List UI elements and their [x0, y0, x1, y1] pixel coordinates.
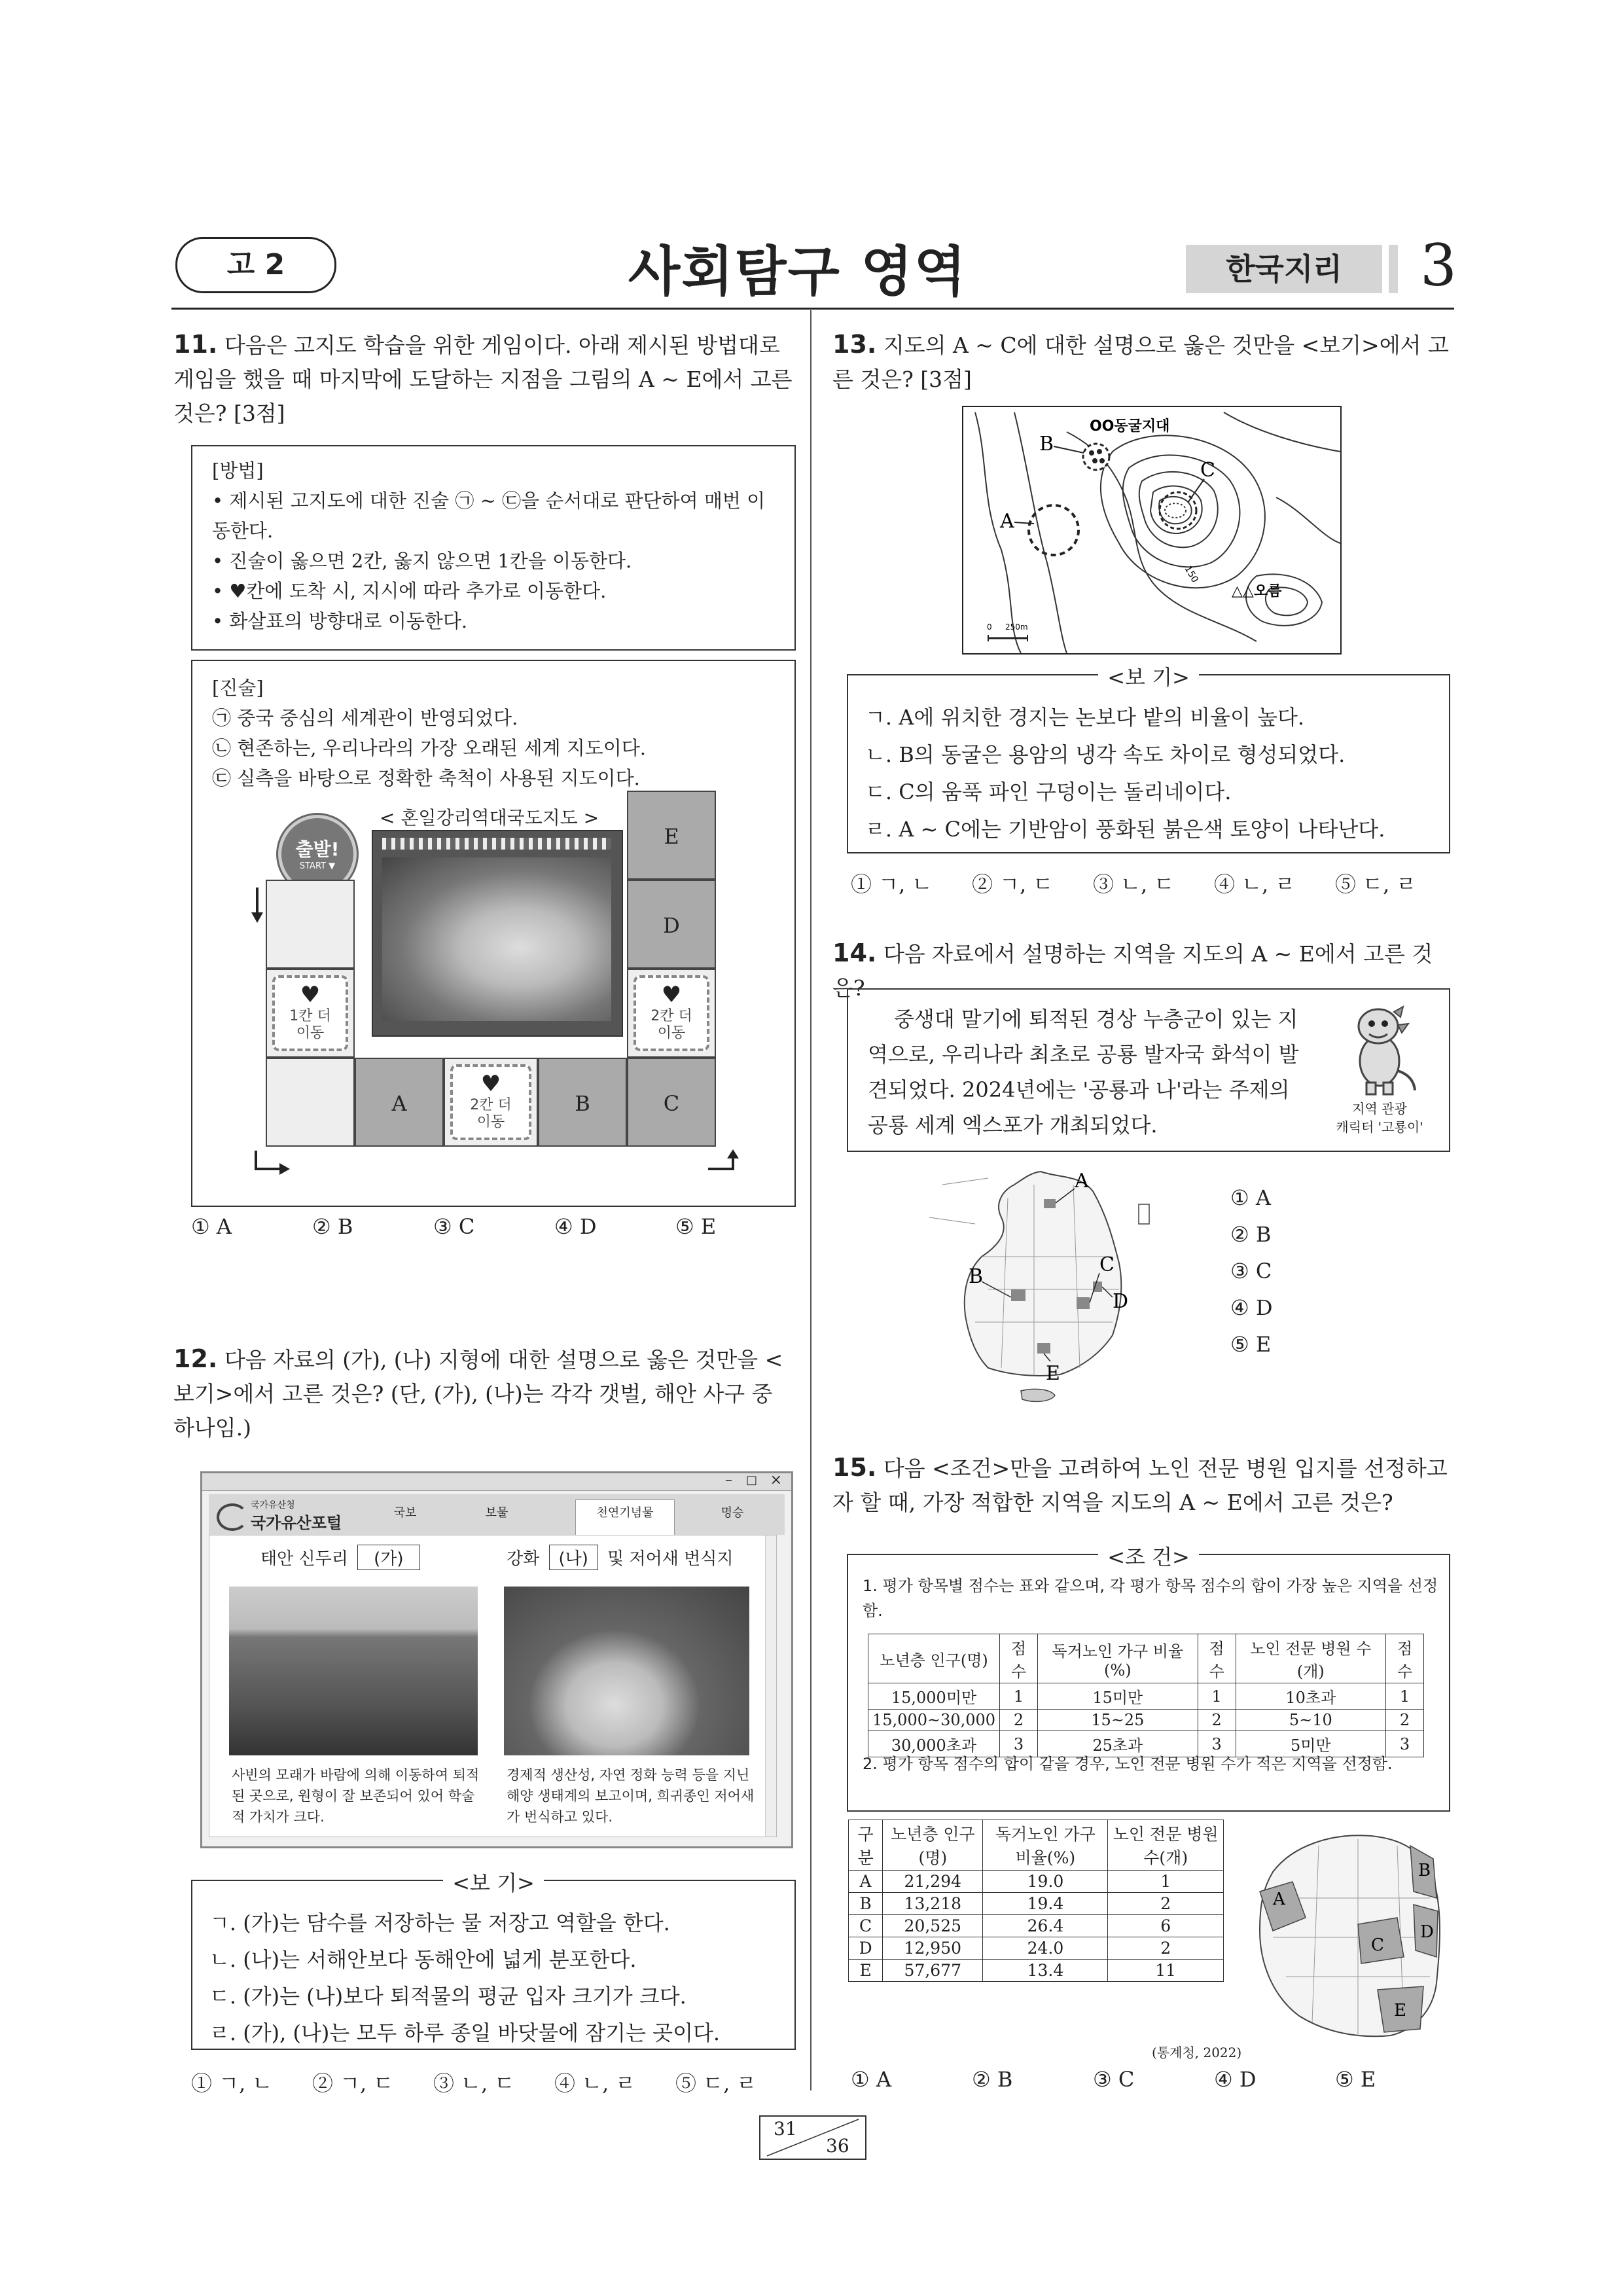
score-header-6: 점수	[1386, 1634, 1424, 1683]
score-cell: 25초과	[1037, 1731, 1198, 1757]
contour-label: 150	[1182, 564, 1200, 585]
q13-text: 지도의 A ~ C에 대한 설명으로 옳은 것만을 <보기>에서 고른 것은? [3점]	[832, 332, 1449, 392]
header-rule	[171, 308, 1454, 310]
q13-choice-5[interactable]: ⑤ ㄷ, ㄹ	[1335, 872, 1417, 897]
right-photo-desc: 경제적 생산성, 자연 정화 능력 등을 지닌 해양 생태계의 보고이며, 희귀종인 저어새가 번식하고 있다.	[507, 1767, 755, 1825]
q12-bogi-title: <보 기>	[443, 1871, 544, 1895]
score-cell: 3	[1386, 1731, 1424, 1757]
q13-bogi-2: ㄴ. B의 동굴은 용암의 냉각 속도 차이로 형성되었다.	[865, 742, 1346, 767]
q11-method-3: • ♥칸에 도착 시, 지시에 따라 추가로 이동한다.	[212, 580, 607, 602]
q11-method-4: • 화살표의 방향대로 이동한다.	[212, 610, 468, 632]
heart-cell-left	[272, 975, 348, 1051]
page-total: 36	[826, 2135, 849, 2157]
heart-cell-right	[633, 975, 709, 1051]
data-cell: 11	[1108, 1960, 1224, 1982]
data-cell: 26.4	[983, 1915, 1108, 1937]
q14-number: 14.	[832, 939, 877, 967]
data-header-2: 노년층 인구(명)	[883, 1820, 983, 1871]
turn-right-arrow-icon	[252, 1149, 291, 1175]
q15-choice-3[interactable]: ③ C	[1093, 2067, 1135, 2092]
q14-choice-2[interactable]: ② B	[1230, 1222, 1272, 1247]
tab-scenic-site[interactable]: 명승	[721, 1506, 744, 1520]
q13-choices	[851, 868, 1446, 898]
data-cell: 2	[1108, 1893, 1224, 1915]
score-cell: 2	[1386, 1710, 1424, 1731]
subject-bar	[1389, 245, 1398, 293]
q13-topo-map	[962, 406, 1342, 655]
portal-logo-icon	[217, 1503, 248, 1531]
sand-dune-photo	[229, 1587, 478, 1755]
heart-left-text: 1칸 더 이동	[289, 1008, 331, 1041]
q12-choice-3[interactable]: ③ ㄴ, ㄷ	[433, 2071, 515, 2096]
q11-text: 다음은 고지도 학습을 위한 게임이다. 아래 제시된 방법대로 게임을 했을 때 마지막에 도달하는 지점을 그림의 A ~ E에서 고른 것은? [3점]	[173, 332, 793, 426]
q14-box-text: 중생대 말기에 퇴적된 경상 누층군이 있는 지역으로, 우리나라 최초로 공룡 발자국 화석이 발견되었다. 2024년에는 '공룡과 나'라는 주제의 공룡 세계 엑스포가 개최되었다.	[868, 1007, 1299, 1138]
cave-zone-label: OO동굴지대	[1090, 418, 1170, 435]
portal-content	[209, 1535, 777, 1837]
data-cell: C	[849, 1915, 883, 1937]
q15-choice-4[interactable]: ④ D	[1214, 2067, 1257, 2092]
data-cell: 24.0	[983, 1937, 1108, 1960]
map-label-c: C	[1200, 459, 1215, 482]
right-title-text: 강화	[507, 1549, 540, 1569]
tab-treasure[interactable]: 보물	[485, 1506, 508, 1520]
scale-zero: 0	[987, 622, 992, 632]
score-cell: 3	[1198, 1731, 1236, 1757]
heart-cell-bottom	[450, 1064, 531, 1140]
map-label-a: A	[1000, 510, 1014, 533]
start-sub: START ▼	[299, 861, 336, 871]
minimize-icon[interactable]: –	[725, 1472, 732, 1488]
left-photo-title	[260, 1545, 420, 1570]
map-label-c: C	[1099, 1253, 1115, 1276]
q13-choice-2[interactable]: ② ㄱ, ㄷ	[972, 872, 1054, 897]
province-map	[1247, 1820, 1450, 2042]
data-header-3: 독거노인 가구 비율(%)	[983, 1820, 1108, 1871]
data-cell: 13.4	[983, 1960, 1108, 1982]
portal-logo-small: 국가유산청	[251, 1500, 295, 1511]
q12-bogi-1: ㄱ. (가)는 담수를 저장하는 물 저장고 역할을 한다.	[209, 1910, 670, 1935]
score-cell: 10초과	[1236, 1683, 1386, 1710]
heritage-portal-window	[200, 1471, 793, 1848]
column-divider	[810, 310, 812, 2090]
portal-scrollbar[interactable]	[765, 1535, 776, 1837]
q11-choice-2[interactable]: ② B	[312, 1214, 353, 1239]
map-label-b: B	[1418, 1861, 1431, 1880]
table-row	[849, 1893, 1224, 1915]
heart-right-text: 2칸 더 이동	[651, 1008, 692, 1041]
mascot-caption-2: 캐릭터 '고룡이'	[1336, 1119, 1423, 1135]
board-cell-a: A	[355, 1058, 444, 1147]
data-cell: 19.0	[983, 1871, 1108, 1893]
mascot-caption-1: 지역 관광	[1352, 1101, 1407, 1117]
q13-bogi-box	[847, 665, 1450, 853]
q11-choice-5[interactable]: ⑤ E	[675, 1214, 717, 1239]
page-counter	[759, 2115, 866, 2160]
score-cell: 1	[1000, 1683, 1038, 1710]
q12-bogi-4: ㄹ. (가), (나)는 모두 하루 종일 바닷물에 잠기는 곳이다.	[209, 2020, 721, 2045]
q15-cond-title: <조 건>	[1098, 1545, 1199, 1570]
scale-250m: 250m	[1005, 622, 1028, 632]
exam-title: 사회탐구 영역	[628, 241, 967, 303]
score-cell: 5~10	[1236, 1710, 1386, 1731]
q13-number: 13.	[832, 330, 877, 359]
q14-choices	[1230, 1179, 1273, 1363]
q11-choice-1[interactable]: ① A	[191, 1214, 232, 1239]
score-cell: 15~25	[1037, 1710, 1198, 1731]
q11-stem	[173, 327, 798, 431]
portal-header	[209, 1494, 785, 1535]
data-cell: 1	[1108, 1871, 1224, 1893]
board-cell-left-top	[266, 880, 355, 969]
korea-map	[903, 1158, 1165, 1420]
down-arrow-icon	[247, 885, 267, 924]
q13-stem	[832, 327, 1454, 397]
data-source: (통계청, 2022)	[1152, 2045, 1242, 2060]
q15-text: 다음 <조건>만을 고려하여 노인 전문 병원 입지를 선정하고자 할 때, 가장 적합한 지역을 지도의 A ~ E에서 고른 것은?	[832, 1456, 1448, 1515]
score-table	[868, 1634, 1424, 1757]
map-label-d: D	[1420, 1922, 1434, 1942]
q11-number: 11.	[173, 330, 218, 359]
board-cell-e: E	[627, 791, 716, 880]
page-current: 31	[774, 2118, 797, 2140]
map-label-e: E	[1394, 2001, 1406, 2020]
q15-number: 15.	[832, 1453, 877, 1482]
q12-bogi-box	[191, 1871, 796, 2050]
q15-condition-box	[847, 1545, 1450, 1812]
q13-choice-4[interactable]: ④ ㄴ, ㄹ	[1214, 872, 1296, 897]
q11-statement-3: ㉢ 실측을 바탕으로 정확한 축척이 사용된 지도이다.	[212, 767, 640, 789]
data-cell: 2	[1108, 1937, 1224, 1960]
data-cell: 12,950	[883, 1937, 983, 1960]
data-cell: 21,294	[883, 1871, 983, 1893]
q13-choice-1[interactable]: ① ㄱ, ㄴ	[851, 872, 933, 897]
data-cell: E	[849, 1960, 883, 1982]
q11-choice-4[interactable]: ④ D	[554, 1214, 597, 1239]
q12-choice-1[interactable]: ① ㄱ, ㄴ	[191, 2071, 273, 2096]
score-header-5: 노인 전문 병원 수(개)	[1236, 1634, 1386, 1683]
maximize-icon[interactable]: □	[745, 1473, 757, 1487]
q15-choices	[851, 2067, 1446, 2092]
score-header-4: 점수	[1198, 1634, 1236, 1683]
score-cell: 3	[1000, 1731, 1038, 1757]
q13-bogi-title: <보 기>	[1098, 665, 1199, 690]
q12-bogi-3: ㄷ. (가)는 (나)보다 퇴적물의 평균 입자 크기가 크다.	[209, 1984, 687, 2009]
map-label-e: E	[1046, 1362, 1060, 1385]
map-label-a: A	[1075, 1170, 1089, 1193]
score-cell: 1	[1198, 1683, 1236, 1710]
q14-text: 다음 자료에서 설명하는 지역을 지도의 A ~ E에서 고른 것은?	[832, 941, 1433, 1001]
score-cell: 15,000~30,000	[868, 1710, 1000, 1731]
q11-choice-3[interactable]: ③ C	[433, 1214, 475, 1239]
board-cell-b: B	[538, 1058, 627, 1147]
data-header-1: 구분	[849, 1820, 883, 1871]
q13-bogi-1: ㄱ. A에 위치한 경지는 논보다 밭의 비율이 높다.	[865, 705, 1305, 730]
score-cell: 1	[1386, 1683, 1424, 1710]
data-cell: 57,677	[883, 1960, 983, 1982]
q15-cond-1: 1. 평가 항목별 점수는 표와 같으며, 각 평가 항목 점수의 합이 가장 높은 지역을 선정함.	[863, 1577, 1438, 1620]
score-header-2: 점수	[1000, 1634, 1038, 1683]
board-cell-c: C	[627, 1058, 716, 1147]
score-cell: 30,000초과	[868, 1731, 1000, 1757]
left-photo-desc: 사빈의 모래가 바람에 의해 이동하여 퇴적된 곳으로, 원형이 잘 보존되어 있어 학술적 가치가 크다.	[232, 1767, 480, 1825]
data-cell: 20,525	[883, 1915, 983, 1937]
map-label-b: B	[969, 1265, 984, 1288]
q11-choices	[191, 1214, 780, 1239]
q12-bogi-2: ㄴ. (나)는 서해안보다 동해안에 넓게 분포한다.	[209, 1947, 637, 1972]
q11-statement-1: ㉠ 중국 중심의 세계관이 반영되었다.	[212, 707, 518, 729]
q13-bogi-4: ㄹ. A ~ C에는 기반암이 풍화된 붉은색 토양이 나타난다.	[865, 817, 1385, 842]
right-title-box: (나)	[549, 1545, 598, 1570]
tab-natural-monument[interactable]: 천연기념물	[575, 1499, 675, 1535]
window-titlebar	[202, 1473, 791, 1491]
q12-choice-5[interactable]: ⑤ ㄷ, ㄹ	[675, 2071, 757, 2096]
dinosaur-mascot-icon	[1340, 999, 1419, 1097]
start-label: 출발!	[295, 838, 340, 860]
map-label-d: D	[1113, 1290, 1129, 1313]
right-photo-title	[507, 1545, 734, 1570]
score-header-3: 독거노인 가구 비율(%)	[1037, 1634, 1198, 1683]
q15-choice-2[interactable]: ② B	[972, 2067, 1013, 2092]
q14-choice-4[interactable]: ④ D	[1230, 1295, 1273, 1320]
heart-icon: ♥	[661, 982, 682, 1008]
q15-cond-2: 2. 평가 항목 점수의 합이 같을 경우, 노인 전문 병원 수가 적은 지역을 선정함.	[863, 1755, 1393, 1773]
board-cell-corner-left	[266, 1058, 355, 1147]
q11-statement-2: ㉡ 현존하는, 우리나라의 가장 오래된 세계 지도이다.	[212, 737, 647, 759]
q11-method-title: [방법]	[212, 459, 264, 482]
map-label-b: B	[1039, 433, 1054, 456]
score-cell: 5미만	[1236, 1731, 1386, 1757]
q15-choice-5[interactable]: ⑤ E	[1335, 2067, 1376, 2092]
turn-up-arrow-icon	[707, 1149, 746, 1175]
left-title-text: 태안 신두리	[260, 1549, 348, 1569]
heart-icon: ♥	[480, 1071, 501, 1097]
q11-method-box	[191, 445, 796, 651]
map-label-c: C	[1371, 1935, 1384, 1955]
grade-badge: 고 2	[175, 237, 336, 293]
q11-method-2: • 진술이 옳으면 2칸, 옳지 않으면 1칸을 이동한다.	[212, 550, 632, 572]
score-row	[868, 1683, 1424, 1710]
left-title-box: (가)	[357, 1545, 419, 1570]
page-number: 3	[1420, 232, 1457, 299]
q12-text: 다음 자료의 (가), (나) 지형에 대한 설명으로 옳은 것만을 <보기>에서 고른 것은? (단, (가), (나)는 각각 갯벌, 해안 사구 중 하나임.)	[173, 1347, 783, 1441]
q11-old-map-image	[372, 830, 623, 1037]
q14-info-box	[847, 988, 1450, 1152]
table-row	[849, 1871, 1224, 1893]
score-cell: 2	[1198, 1710, 1236, 1731]
tab-national-treasure[interactable]: 국보	[393, 1506, 417, 1520]
oreum-label: △△오름	[1232, 583, 1282, 600]
q14-choice-3[interactable]: ③ C	[1230, 1259, 1272, 1283]
q14-choice-1[interactable]: ① A	[1230, 1185, 1271, 1210]
heart-icon: ♥	[300, 982, 321, 1008]
data-cell: D	[849, 1937, 883, 1960]
score-cell: 2	[1000, 1710, 1038, 1731]
q15-choice-1[interactable]: ① A	[851, 2067, 891, 2092]
score-cell: 15,000미만	[868, 1683, 1000, 1710]
close-icon[interactable]: ×	[770, 1472, 782, 1488]
q12-stem	[173, 1342, 798, 1445]
q11-method-1: • 제시된 고지도에 대한 진술 ㉠ ~ ㉢을 순서대로 판단하여 매번 이동한다.	[212, 490, 766, 542]
score-row	[868, 1710, 1424, 1731]
table-row	[849, 1937, 1224, 1960]
data-cell: 19.4	[983, 1893, 1108, 1915]
tidal-flat-photo	[504, 1587, 749, 1755]
data-cell: 13,218	[883, 1893, 983, 1915]
data-header-4: 노인 전문 병원 수(개)	[1108, 1820, 1224, 1871]
q11-map-caption: < 혼일강리역대국도지도 >	[380, 807, 599, 829]
q13-choice-3[interactable]: ③ ㄴ, ㄷ	[1093, 872, 1175, 897]
score-header-1: 노년층 인구(명)	[868, 1634, 1000, 1683]
q14-choice-5[interactable]: ⑤ E	[1230, 1332, 1272, 1357]
region-data-table	[848, 1820, 1224, 1982]
q13-bogi-3: ㄷ. C의 움푹 파인 구덩이는 돌리네이다.	[865, 780, 1232, 804]
data-cell: 6	[1108, 1915, 1224, 1937]
q12-choice-4[interactable]: ④ ㄴ, ㄹ	[554, 2071, 636, 2096]
right-title-post: 및 저어새 번식지	[607, 1549, 734, 1569]
data-cell: A	[849, 1871, 883, 1893]
table-row	[849, 1915, 1224, 1937]
q12-choices	[191, 2067, 793, 2097]
data-cell: B	[849, 1893, 883, 1915]
board-cell-d: D	[627, 880, 716, 969]
table-row	[849, 1960, 1224, 1982]
portal-logo: 국가유산포털	[251, 1514, 342, 1532]
score-cell: 15미만	[1037, 1683, 1198, 1710]
subject-label: 한국지리	[1186, 245, 1382, 293]
heart-bottom-text: 2칸 더 이동	[470, 1097, 512, 1130]
q11-statements-title: [진술]	[212, 677, 264, 699]
q12-choice-2[interactable]: ② ㄱ, ㄷ	[312, 2071, 394, 2096]
q15-stem	[832, 1450, 1454, 1520]
q12-number: 12.	[173, 1344, 218, 1373]
map-label-a: A	[1273, 1890, 1285, 1909]
